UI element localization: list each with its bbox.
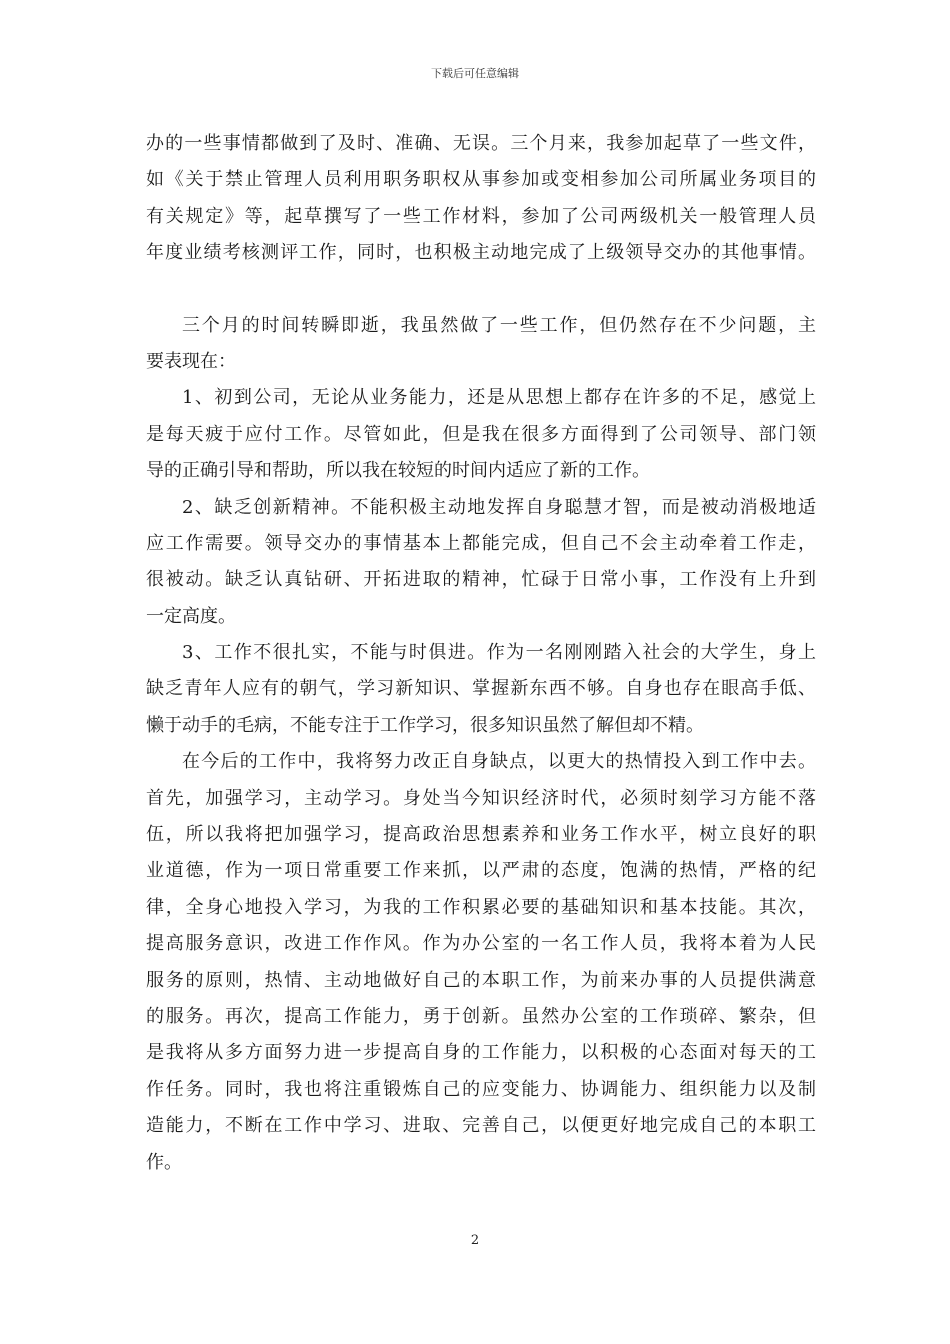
text-line: 如《关于禁止管理人员利用职务职权从事参加或变相参加公司所属业务项目的 — [146, 169, 816, 191]
page-header: 下载后可任意编辑 — [431, 67, 519, 80]
document-body — [146, 126, 816, 1181]
text-line: 是每天疲于应付工作。尽管如此，但是我在很多方面得到了公司领导、部门领 — [146, 423, 816, 445]
text-line: 提高服务意识，改进工作作风。作为办公室的一名工作人员，我将本着为人民 — [146, 933, 816, 955]
paragraph-problem-1 — [146, 380, 816, 489]
text-line: 作任务。同时，我也将注重锻炼自己的应变能力、协调能力、组织能力以及制 — [146, 1078, 816, 1100]
text-line: 应工作需要。领导交办的事情基本上都能完成，但自己不会主动牵着工作走， — [146, 532, 816, 554]
text-line: 作。 — [146, 1151, 182, 1173]
text-line: 缺乏青年人应有的朝气，学习新知识、掌握新东西不够。自身也存在眼高手低、 — [146, 678, 816, 700]
text-line: 很被动。缺乏认真钻研、开拓进取的精神，忙碌于日常小事，工作没有上升到 — [146, 569, 816, 591]
text-line: 有关规定》等，起草撰写了一些工作材料，参加了公司两级机关一般管理人员 — [146, 205, 816, 227]
text-line: 导的正确引导和帮助，所以我在较短的时间内适应了新的工作。 — [146, 460, 650, 482]
paragraph-continuation — [146, 126, 816, 272]
text-line: 的服务。再次，提高工作能力，勇于创新。虽然办公室的工作琐碎、繁杂，但 — [146, 1005, 816, 1027]
text-line: 三个月的时间转瞬即逝，我虽然做了一些工作，但仍然存在不少问题，主 — [182, 314, 816, 336]
paragraph-gap — [146, 272, 816, 308]
text-line: 造能力，不断在工作中学习、进取、完善自己，以便更好地完成自己的本职工 — [146, 1115, 816, 1137]
text-line: 1、初到公司，无论从业务能力，还是从思想上都存在许多的不足，感觉上 — [182, 387, 816, 409]
text-line: 年度业绩考核测评工作，同时，也积极主动地完成了上级领导交办的其他事情。 — [146, 242, 816, 264]
text-line: 律，全身心地投入学习，为我的工作积累必要的基础知识和基本技能。其次， — [146, 896, 816, 918]
text-line: 2、缺乏创新精神。不能积极主动地发挥自身聪慧才智，而是被动消极地适 — [182, 496, 816, 518]
text-line: 服务的原则，热情、主动地做好自己的本职工作，为前来办事的人员提供满意 — [146, 969, 816, 991]
paragraph-problem-3 — [146, 635, 816, 744]
page-number: 2 — [470, 1233, 480, 1248]
text-line: 3、工作不很扎实，不能与时俱进。作为一名刚刚踏入社会的大学生，身上 — [182, 642, 816, 664]
paragraph-future-plan — [146, 744, 816, 1181]
text-line: 办的一些事情都做到了及时、准确、无误。三个月来，我参加起草了一些文件， — [146, 133, 816, 154]
text-line: 要表现在： — [146, 350, 236, 372]
text-line: 业道德，作为一项日常重要工作来抓，以严肃的态度，饱满的热情，严格的纪 — [146, 860, 816, 882]
text-line: 伍，所以我将把加强学习，提高政治思想素养和业务工作水平，树立良好的职 — [146, 824, 816, 846]
text-line: 一定高度。 — [146, 605, 236, 627]
text-line: 是我将从多方面努力进一步提高自身的工作能力，以积极的心态面对每天的工 — [146, 1042, 816, 1064]
text-line: 首先，加强学习，主动学习。身处当今知识经济时代，必须时刻学习方能不落 — [146, 787, 816, 809]
paragraph-problem-2 — [146, 490, 816, 636]
text-line: 懒于动手的毛病，不能专注于工作学习，很多知识虽然了解但却不精。 — [146, 714, 704, 736]
paragraph-problems-intro — [146, 308, 816, 381]
text-line: 在今后的工作中，我将努力改正自身缺点，以更大的热情投入到工作中去。 — [182, 751, 816, 773]
